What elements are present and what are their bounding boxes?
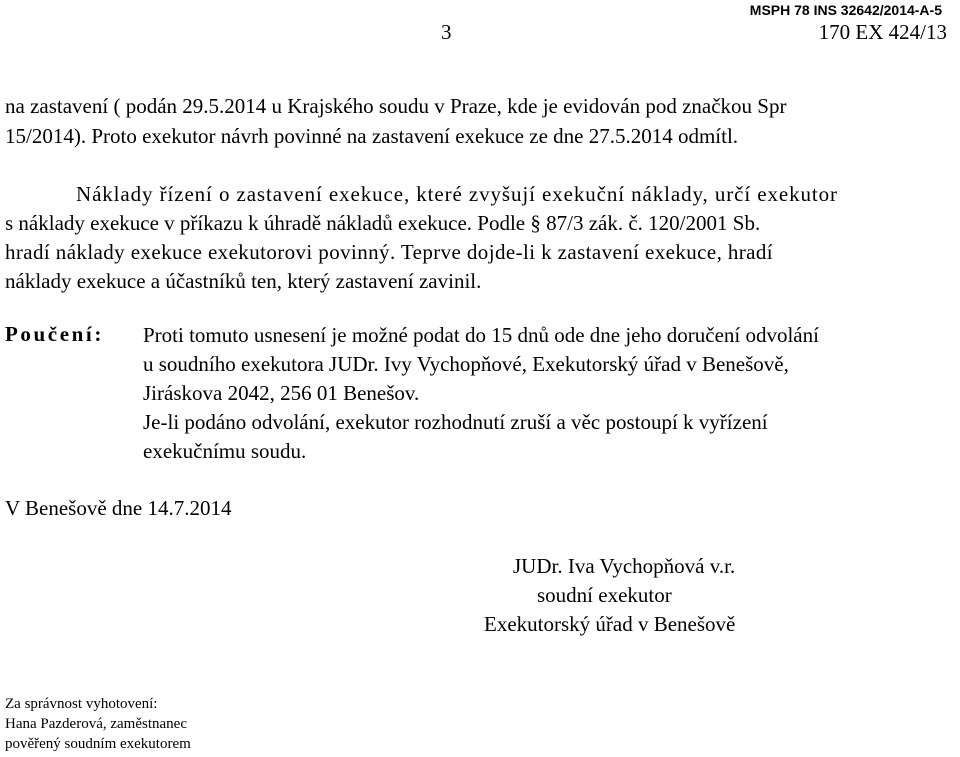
document-reference: MSPH 78 INS 32642/2014-A-5 bbox=[749, 2, 942, 18]
paragraph-2-line-2: s náklady exekuce v příkazu k úhradě nákladů exekuce. Podle § 87/3 zák. č. 120/2001 Sb. bbox=[5, 211, 761, 235]
paragraph-2-line-1: Náklady řízení o zastavení exekuce, které zvyšují exekuční náklady, určí exekutor bbox=[76, 182, 838, 206]
place-and-date: V Benešově dne 14.7.2014 bbox=[5, 496, 232, 520]
page-number: 3 bbox=[441, 20, 452, 44]
instruction-line-1: Proti tomuto usnesení je možné podat do 15 dnů ode dne jeho doručení odvolání bbox=[143, 323, 819, 347]
paragraph-1-line-1: na zastavení ( podán 29.5.2014 u Krajského soudu v Praze, kde je evidován pod značkou Spr bbox=[5, 94, 787, 118]
instruction-line-4: Je-li podáno odvolání, exekutor rozhodnutí zruší a věc postoupí k vyřízení bbox=[143, 410, 768, 434]
instruction-line-2: u soudního exekutora JUDr. Ivy Vychopňové, Exekutorský úřad v Benešově, bbox=[143, 352, 789, 376]
signature-title: soudní exekutor bbox=[537, 583, 672, 607]
paragraph-1-line-2: 15/2014). Proto exekutor návrh povinné na zastavení exekuce ze dne 27.5.2014 odmítl. bbox=[5, 124, 739, 148]
paragraph-2-line-3: hradí náklady exekuce exekutorovi povinný. Teprve dojde-li k zastavení exekuce, hradí bbox=[5, 240, 774, 264]
case-number: 170 EX 424/13 bbox=[818, 20, 947, 44]
signature-office: Exekutorský úřad v Benešově bbox=[484, 612, 736, 636]
instruction-label: Poučení: bbox=[5, 322, 104, 346]
instruction-line-5: exekučnímu soudu. bbox=[143, 439, 307, 463]
footer-line-1: Za správnost vyhotovení: bbox=[5, 696, 158, 712]
footer-line-2: Hana Pazderová, zaměstnanec bbox=[5, 716, 187, 732]
footer-line-3: pověřený soudním exekutorem bbox=[5, 736, 191, 752]
paragraph-2-line-4: náklady exekuce a účastníků ten, který zastavení zavinil. bbox=[5, 269, 482, 293]
signature-name: JUDr. Iva Vychopňová v.r. bbox=[513, 554, 736, 578]
instruction-line-3: Jiráskova 2042, 256 01 Benešov. bbox=[143, 381, 420, 405]
